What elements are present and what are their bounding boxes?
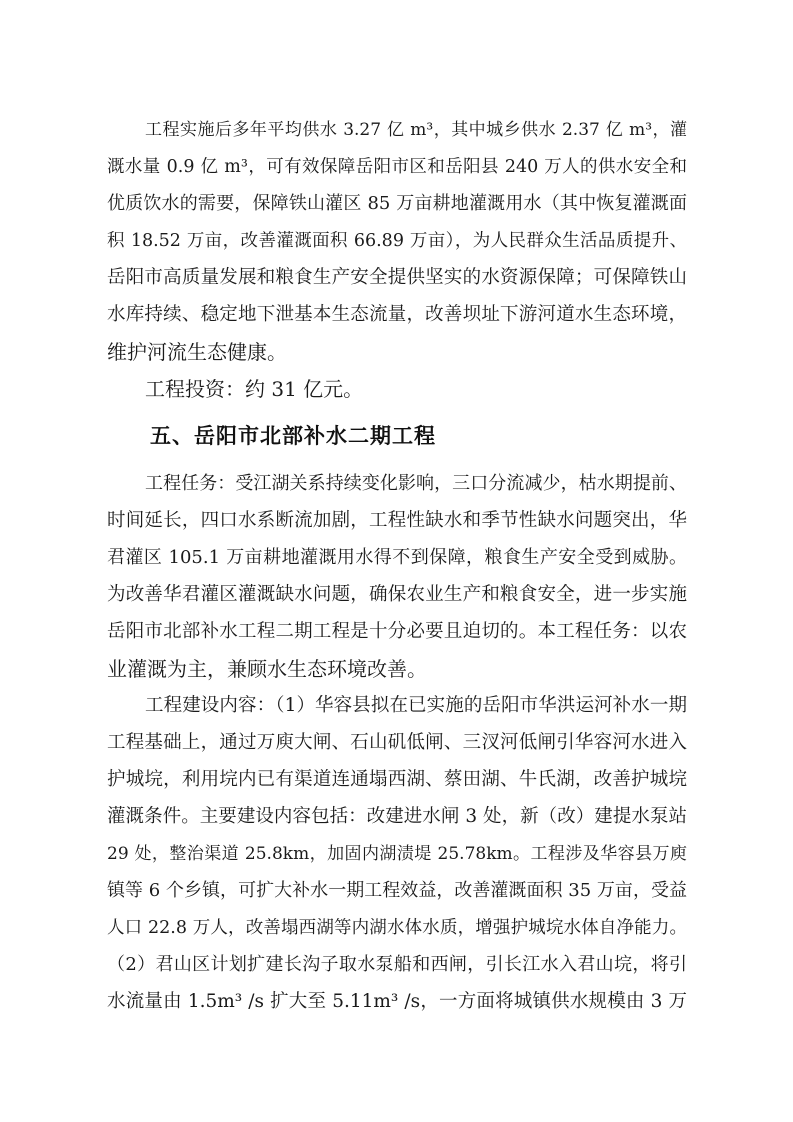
text-line: 岳阳市高质量发展和粮食生产安全提供坚实的水资源保障；可保障铁山 xyxy=(107,267,687,288)
section-heading: 五、岳阳市北部补水二期工程 xyxy=(150,424,436,448)
text-line: 人口 22.8 万人，改善塌西湖等内湖水体水质，增强护城垸水体自净能力。 xyxy=(107,918,687,938)
text-line: 积 18.52 万亩，改善灌溉面积 66.89 万亩），为人民群众生活品质提升、 xyxy=(107,231,687,251)
text-line: 水流量由 1.5m³ /s 扩大至 5.11m³ /s，一方面将城镇供水规模由 3 万 xyxy=(107,991,687,1012)
text-line: 灌溉条件。主要建设内容包括：改建进水闸 3 处，新（改）建提水泵站 xyxy=(107,806,687,827)
text-line: 29 处，整治渠道 25.8km，加固内湖渍堤 25.78km。工程涉及华容县万庾 xyxy=(107,844,687,864)
text-line: 工程实施后多年平均供水 3.27 亿 m³，其中城乡供水 2.37 亿 m³，灌 xyxy=(145,120,687,140)
text-line: 业灌溉为主，兼顾水生态环境改善。 xyxy=(107,657,427,681)
text-line: 岳阳市北部补水工程二期工程是十分必要且迫切的。本工程任务：以农 xyxy=(107,621,687,642)
text-line: 工程投资：约 31 亿元。 xyxy=(145,377,364,401)
text-line: 镇等 6 个乡镇，可扩大补水一期工程效益，改善灌溉面积 35 万亩，受益 xyxy=(107,880,687,901)
text-line: 护城垸，利用垸内已有渠道连通塌西湖、蔡田湖、牛氏湖，改善护城垸 xyxy=(107,769,687,790)
text-line: 水库持续、稳定地下泄基本生态流量，改善坝址下游河道水生态环境， xyxy=(107,304,687,325)
text-line: （2）君山区计划扩建长沟子取水泵船和西闸，引长江水入君山垸，将引 xyxy=(107,954,687,975)
text-line: 为改善华君灌区灌溉缺水问题，确保农业生产和粮食安全，进一步实施 xyxy=(107,584,687,605)
text-line: 时间延长，四口水系断流加剧，工程性缺水和季节性缺水问题突出，华 xyxy=(107,510,687,531)
text-line: 优质饮水的需要，保障铁山灌区 85 万亩耕地灌溉用水（其中恢复灌溉面 xyxy=(107,193,687,214)
text-line: 工程建设内容：（1）华容县拟在已实施的岳阳市华洪运河补水一期 xyxy=(145,695,687,716)
text-line: 维护河流生态健康。 xyxy=(107,340,287,364)
text-line: 工程基础上，通过万庾大闸、石山矶低闸、三汊河低闸引华容河水进入 xyxy=(107,732,687,753)
text-line: 君灌区 105.1 万亩耕地灌溉用水得不到保障，粮食生产安全受到威胁。 xyxy=(107,547,687,568)
text-line: 工程任务：受江湖关系持续变化影响，三口分流减少，枯水期提前、 xyxy=(145,473,687,494)
text-line: 溉水量 0.9 亿 m³，可有效保障岳阳市区和岳阳县 240 万人的供水安全和 xyxy=(107,157,687,177)
